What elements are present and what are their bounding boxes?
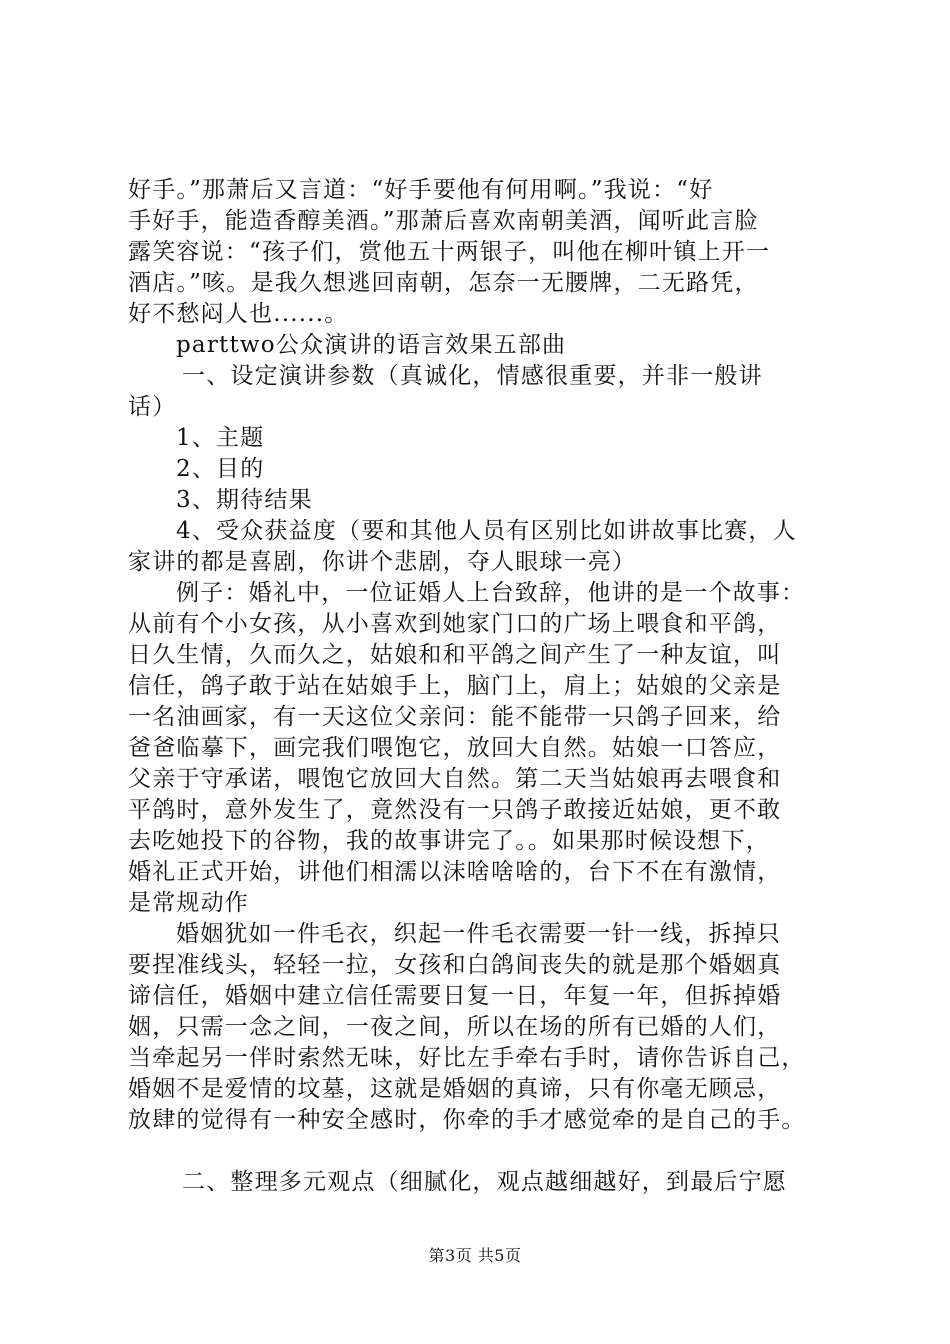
text-line: 一名油画家，有一天这位父亲问：能不能带一只鸽子回来，给 [128, 704, 782, 730]
text-line: 姻，只需一念之间，一夜之间，所以在场的所有已婚的人们， [128, 1014, 782, 1040]
text-line: 家讲的都是喜剧，你讲个悲剧，夺人眼球一亮） [128, 549, 637, 575]
body-text [128, 175, 838, 1198]
text-line: 话） [128, 394, 177, 420]
text-line: 好不愁闷人也......。 [128, 301, 349, 327]
list-item: 1、主题 [176, 425, 265, 451]
subsection-heading: 二、整理多元观点（细腻化，观点越细越好，到最后宁愿 [182, 1169, 787, 1195]
subsection-heading: 一、设定演讲参数（真诚化，情感很重要，并非一般讲 [182, 363, 763, 389]
text-line: 手好手，能造香醇美酒。”那萧后喜欢南朝美酒，闻听此言脸 [128, 208, 759, 234]
section-heading: parttwo公众演讲的语言效果五部曲 [176, 332, 567, 358]
text-line: 好手。”那萧后又言道：“好手要他有何用啊。”我说：“好 [128, 177, 714, 203]
text-line: 要捏准线头，轻轻一拉，女孩和白鸽间丧失的就是那个婚姻真 [128, 952, 782, 978]
blank-line [128, 1136, 838, 1167]
text-line: 平鸽时，意外发生了，竟然没有一只鸽子敢接近姑娘，更不敢 [128, 797, 782, 823]
paragraph-start: 例子：婚礼中，一位证婚人上台致辞，他讲的是一个故事： [176, 580, 806, 606]
text-line: 父亲于守承诺，喂饱它放回大自然。第二天当姑娘再去喂食和 [128, 766, 782, 792]
text-line: 从前有个小女孩，从小喜欢到她家门口的广场上喂食和平鸽， [128, 611, 782, 637]
list-item: 3、期待结果 [176, 487, 313, 513]
text-line: 是常规动作 [128, 890, 249, 916]
text-line: 爸爸临摹下，画完我们喂饱它，放回大自然。姑娘一口答应， [128, 735, 782, 761]
list-item: 4、受众获益度（要和其他人员有区别比如讲故事比赛，人 [176, 518, 797, 544]
text-line: 信任，鸽子敢于站在姑娘手上，脑门上，肩上；姑娘的父亲是 [128, 673, 782, 699]
text-line: 日久生情，久而久之，姑娘和和平鸽之间产生了一种友谊，叫 [128, 642, 782, 668]
text-line: 当牵起另一伴时索然无味，好比左手牵右手时，请你告诉自己， [128, 1045, 806, 1071]
text-line: 酒店。”咳。是我久想逃回南朝，怎奈一无腰牌，二无路凭， [128, 270, 759, 296]
text-line: 谛信任，婚姻中建立信任需要日复一日，年复一年，但拆掉婚 [128, 983, 782, 1009]
text-line: 露笑容说：“孩子们，赏他五十两银子，叫他在柳叶镇上开一 [128, 239, 771, 265]
list-item: 2、目的 [176, 456, 265, 482]
page-footer: 第3页 共5页 [428, 1246, 522, 1265]
paragraph-start: 婚姻犹如一件毛衣，织起一件毛衣需要一针一线，拆掉只 [176, 921, 781, 947]
text-line: 放肆的觉得有一种安全感时，你牵的手才感觉牵的是自己的手。 [128, 1107, 806, 1133]
text-line: 婚姻不是爱情的坟墓，这就是婚姻的真谛，只有你毫无顾忌， [128, 1076, 782, 1102]
text-line: 婚礼正式开始，讲他们相濡以沫啥啥啥的，台下不在有激情， [128, 859, 782, 885]
text-line: 去吃她投下的谷物，我的故事讲完了。。如果那时候设想下， [128, 828, 770, 854]
